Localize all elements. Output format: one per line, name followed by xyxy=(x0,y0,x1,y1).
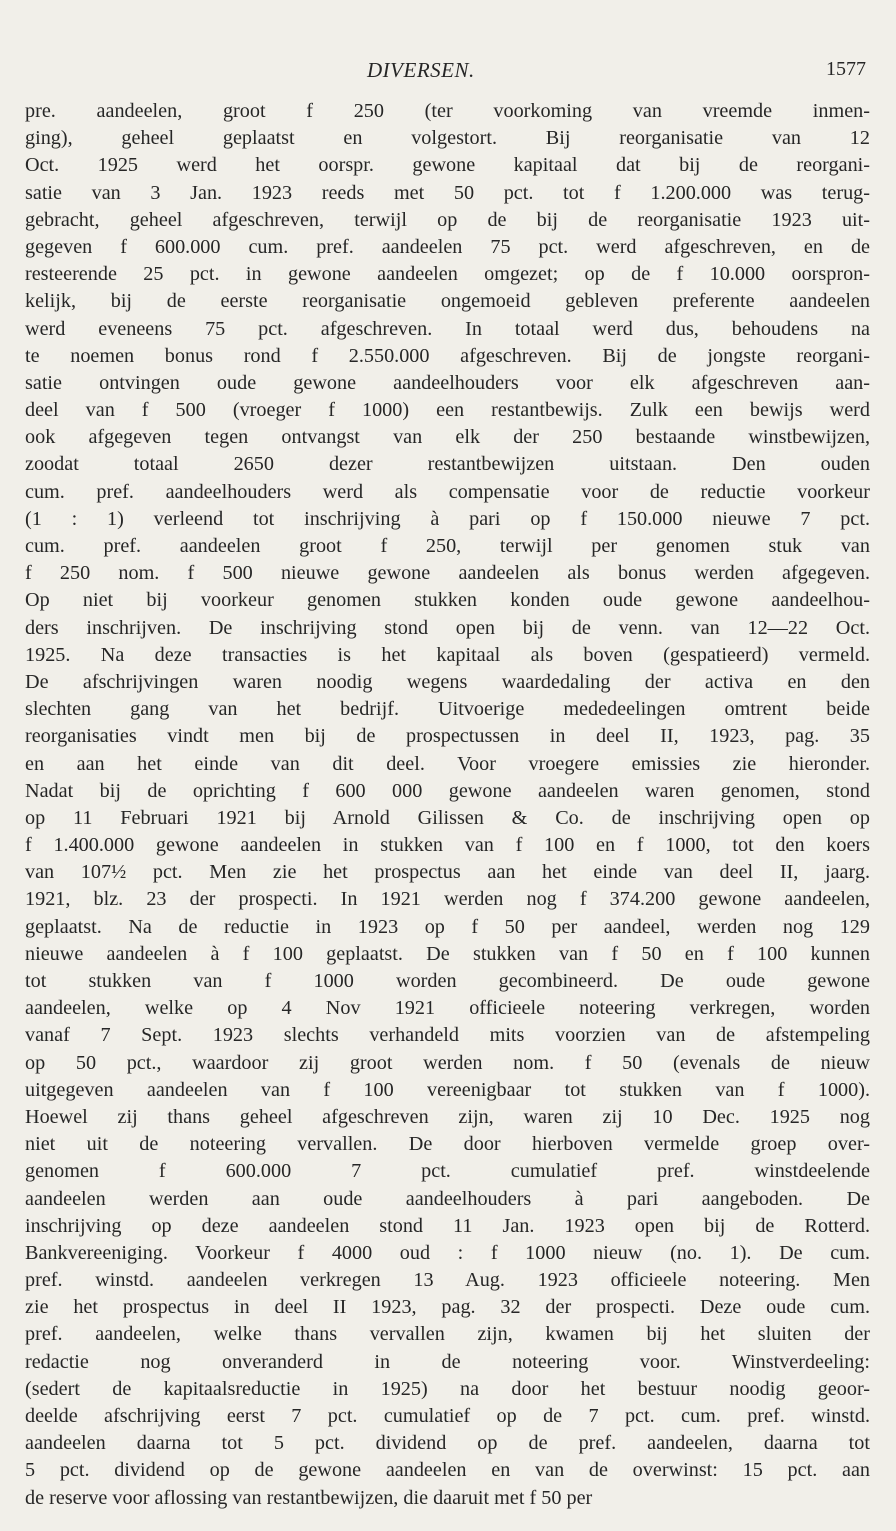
text-line: zie het prospectus in deel II 1923, pag. 32 der prospecti. Deze oude cum. xyxy=(25,1296,870,1319)
text-line: slechten gang van het bedrijf. Uitvoerige mededeelingen omtrent beide xyxy=(25,698,870,721)
text-line: 5 pct. dividend op de gewone aandeelen en van de overwinst: 15 pct. aan xyxy=(25,1459,870,1482)
text-line: Op niet bij voorkeur genomen stukken konden oude gewone aandeelhou- xyxy=(25,589,870,612)
text-line: pref. winstd. aandeelen verkregen 13 Aug. 1923 officieele noteering. Men xyxy=(25,1269,870,1292)
running-title: DIVERSEN. xyxy=(367,58,475,82)
text-line: ging), geheel geplaatst en volgestort. Bij reorganisatie van 12 xyxy=(25,127,870,150)
text-line: resteerende 25 pct. in gewone aandeelen omgezet; op de f 10.000 oorspron- xyxy=(25,263,870,286)
text-line: gebracht, geheel afgeschreven, terwijl op de bij de reorganisatie 1923 uit- xyxy=(25,208,870,231)
text-line: aandeelen werden aan oude aandeelhouders à pari aangeboden. De xyxy=(25,1187,870,1210)
text-line: satie ontvingen oude gewone aandeelhouders voor elk afgeschreven aan- xyxy=(25,371,870,394)
text-line: nieuwe aandeelen à f 100 geplaatst. De stukken van f 50 en f 100 kunnen xyxy=(25,942,870,965)
text-line: satie van 3 Jan. 1923 reeds met 50 pct. tot f 1.200.000 was terug- xyxy=(25,181,870,204)
page-header xyxy=(0,58,896,88)
text-line: 1921, blz. 23 der prospecti. In 1921 werden nog f 374.200 gewone aandeelen, xyxy=(25,888,870,911)
text-line: op 11 Februari 1921 bij Arnold Gilissen & Co. de inschrijving open op xyxy=(25,806,870,829)
text-line: cum. pref. aandeelen groot f 250, terwijl per genomen stuk van xyxy=(25,535,870,557)
text-line: Hoewel zij thans geheel afgeschreven zijn, waren zij 10 Dec. 1925 nog xyxy=(25,1105,870,1128)
page-number: 1577 xyxy=(826,58,866,80)
text-line: f 1.400.000 gewone aandeelen in stukken van f 100 en f 1000, tot den koers xyxy=(25,834,870,857)
text-line: inschrijving op deze aandeelen stond 11 Jan. 1923 open bij de Rotterd. xyxy=(25,1214,870,1237)
text-line: zoodat totaal 2650 dezer restantbewijzen uitstaan. Den ouden xyxy=(25,453,870,476)
text-line: geplaatst. Na de reductie in 1923 op f 50 per aandeel, werden nog 129 xyxy=(25,915,870,938)
text-line: vanaf 7 Sept. 1923 slechts verhandeld mits voorzien van de afstempeling xyxy=(25,1024,870,1047)
text-line: 1925. Na deze transacties is het kapitaal als boven (gespatieerd) vermeld. xyxy=(25,643,870,666)
text-line: cum. pref. aandeelhouders werd als compensatie voor de reductie voorkeur xyxy=(25,480,870,503)
text-line: en aan het einde van dit deel. Voor vroegere emissies zie hieronder. xyxy=(25,752,870,775)
text-line: de reserve voor aflossing van restantbewijzen, die daaruit met f 50 per xyxy=(25,1486,593,1509)
text-line: (1 : 1) verleend tot inschrijving à pari op f 150.000 nieuwe 7 pct. xyxy=(25,507,870,530)
text-line: niet uit de noteering vervallen. De door hierboven vermelde groep over- xyxy=(25,1133,870,1156)
text-line: (sedert de kapitaalsreductie in 1925) na door het bestuur noodig geoor- xyxy=(25,1377,870,1400)
text-line: De afschrijvingen waren noodig wegens waardedaling der activa en den xyxy=(25,670,870,693)
text-line: werd eveneens 75 pct. afgeschreven. In totaal werd dus, behoudens na xyxy=(25,317,870,340)
text-line: deel van f 500 (vroeger f 1000) een restantbewijs. Zulk een bewijs werd xyxy=(25,399,870,422)
text-line: f 250 nom. f 500 nieuwe gewone aandeelen als bonus werden afgegeven. xyxy=(25,562,870,585)
text-line: Oct. 1925 werd het oorspr. gewone kapitaal dat bij de reorgani- xyxy=(25,154,870,177)
text-line: deelde afschrijving eerst 7 pct. cumulatief op de 7 pct. cum. pref. winstd. xyxy=(25,1405,870,1427)
text-line: aandeelen daarna tot 5 pct. dividend op de pref. aandeelen, daarna tot xyxy=(25,1432,870,1455)
text-line: op 50 pct., waardoor zij groot werden nom. f 50 (evenals de nieuw xyxy=(25,1051,870,1074)
text-line: gegeven f 600.000 cum. pref. aandeelen 75 pct. werd afgeschreven, en de xyxy=(25,235,870,258)
text-line: Nadat bij de oprichting f 600 000 gewone aandeelen waren genomen, stond xyxy=(25,779,870,802)
text-line: aandeelen, welke op 4 Nov 1921 officieele noteering verkregen, worden xyxy=(25,997,870,1020)
text-line: redactie nog onveranderd in de noteering voor. Winstverdeeling: xyxy=(25,1350,870,1373)
text-line: pre. aandeelen, groot f 250 (ter voorkoming van vreemde inmen- xyxy=(25,100,870,122)
text-line: pref. aandeelen, welke thans vervallen zijn, kwamen bij het sluiten der xyxy=(25,1323,870,1346)
text-line: kelijk, bij de eerste reorganisatie ongemoeid gebleven preferente aandeelen xyxy=(25,290,870,313)
body-text xyxy=(25,98,870,1512)
text-line: genomen f 600.000 7 pct. cumulatief pref. winstdeelende xyxy=(25,1160,870,1183)
text-line: ders inschrijven. De inschrijving stond open bij de venn. van 12—22 Oct. xyxy=(25,616,870,639)
text-line: Bankvereeniging. Voorkeur f 4000 oud : f 1000 nieuw (no. 1). De cum. xyxy=(25,1241,870,1264)
text-line: te noemen bonus rond f 2.550.000 afgeschreven. Bij de jongste reorgani- xyxy=(25,344,870,367)
text-line: reorganisaties vindt men bij de prospectussen in deel II, 1923, pag. 35 xyxy=(25,725,870,748)
text-line: ook afgegeven tegen ontvangst van elk der 250 bestaande winstbewijzen, xyxy=(25,426,870,449)
text-line: tot stukken van f 1000 worden gecombineerd. De oude gewone xyxy=(25,970,870,992)
text-line: van 107½ pct. Men zie het prospectus aan het einde van deel II, jaarg. xyxy=(25,861,870,884)
text-line: uitgegeven aandeelen van f 100 vereenigbaar tot stukken van f 1000). xyxy=(25,1078,870,1101)
